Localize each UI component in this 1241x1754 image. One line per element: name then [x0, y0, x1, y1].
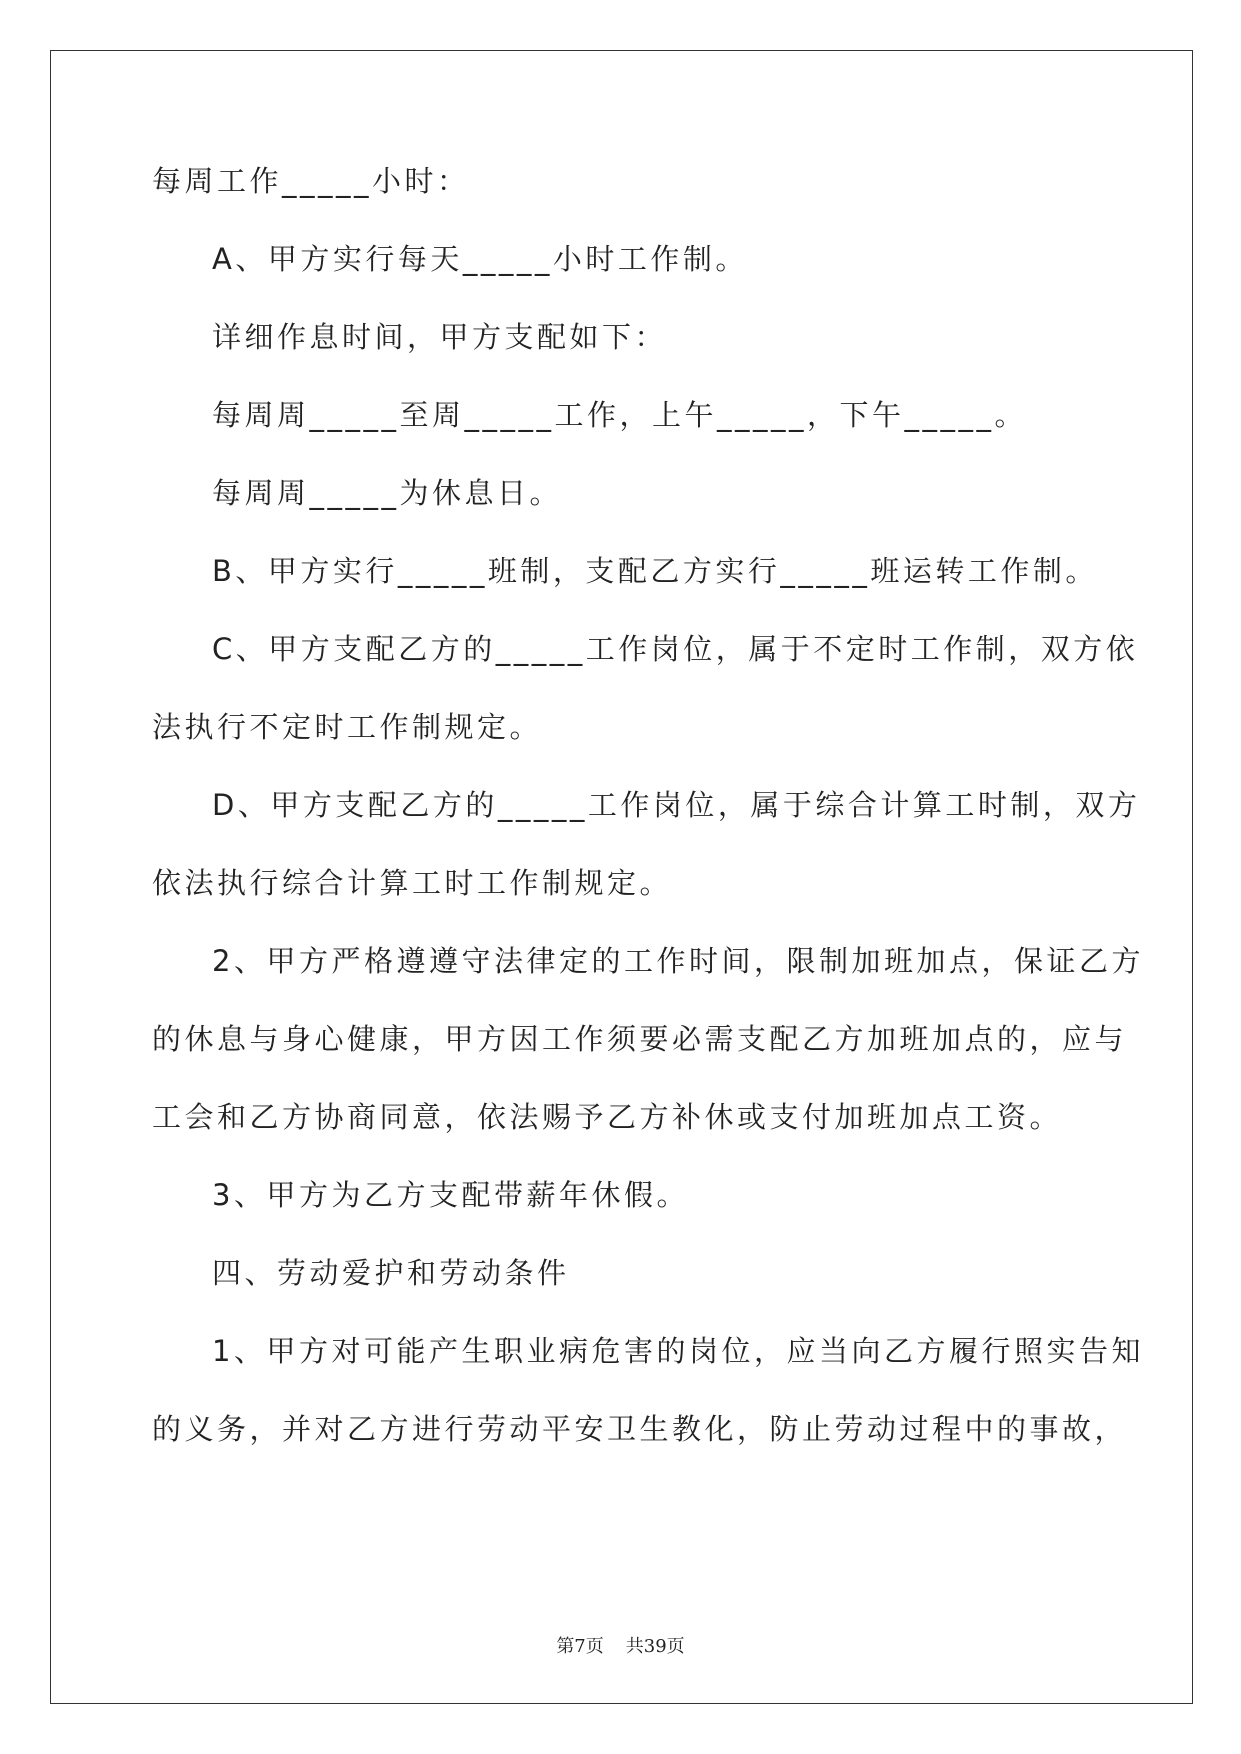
text-line: 每周周_____至周_____工作，上午_____，下午_____。: [212, 398, 1028, 432]
section-heading: 四、劳动爱护和劳动条件: [212, 1256, 570, 1290]
text-line: 依法执行综合计算工时工作制规定。: [152, 866, 673, 900]
text-line: 1、甲方对可能产生职业病危害的岗位，应当向乙方履行照实告知: [212, 1334, 1144, 1368]
text-line: 每周工作_____小时：: [152, 164, 470, 198]
text-line: D、甲方支配乙方的_____工作岗位，属于综合计算工时制，双方: [212, 788, 1141, 822]
text-line: 3、甲方为乙方支配带薪年休假。: [212, 1178, 689, 1212]
text-line: 工会和乙方协商同意，依法赐予乙方补休或支付加班加点工资。: [152, 1100, 1063, 1134]
text-line: B、甲方实行_____班制，支配乙方实行_____班运转工作制。: [212, 554, 1098, 588]
text-line: 的休息与身心健康，甲方因工作须要必需支配乙方加班加点的，应与: [152, 1022, 1128, 1056]
text-line: 每周周_____为休息日。: [212, 476, 563, 510]
page-total: 共39页: [625, 1636, 685, 1657]
text-line: 法执行不定时工作制规定。: [152, 710, 543, 744]
page-number: 第7页: [556, 1636, 604, 1657]
document-body: [152, 164, 1144, 1492]
text-line: 详细作息时间，甲方支配如下：: [212, 320, 668, 354]
page-footer: [0, 1632, 1241, 1658]
text-line: 2、甲方严格遵遵守法律定的工作时间，限制加班加点，保证乙方: [212, 944, 1144, 978]
text-line: 的义务，并对乙方进行劳动平安卫生教化，防止劳动过程中的事故，: [152, 1412, 1128, 1446]
text-line: C、甲方支配乙方的_____工作岗位，属于不定时工作制，双方依: [212, 632, 1139, 666]
text-line: A、甲方实行每天_____小时工作制。: [212, 242, 748, 276]
